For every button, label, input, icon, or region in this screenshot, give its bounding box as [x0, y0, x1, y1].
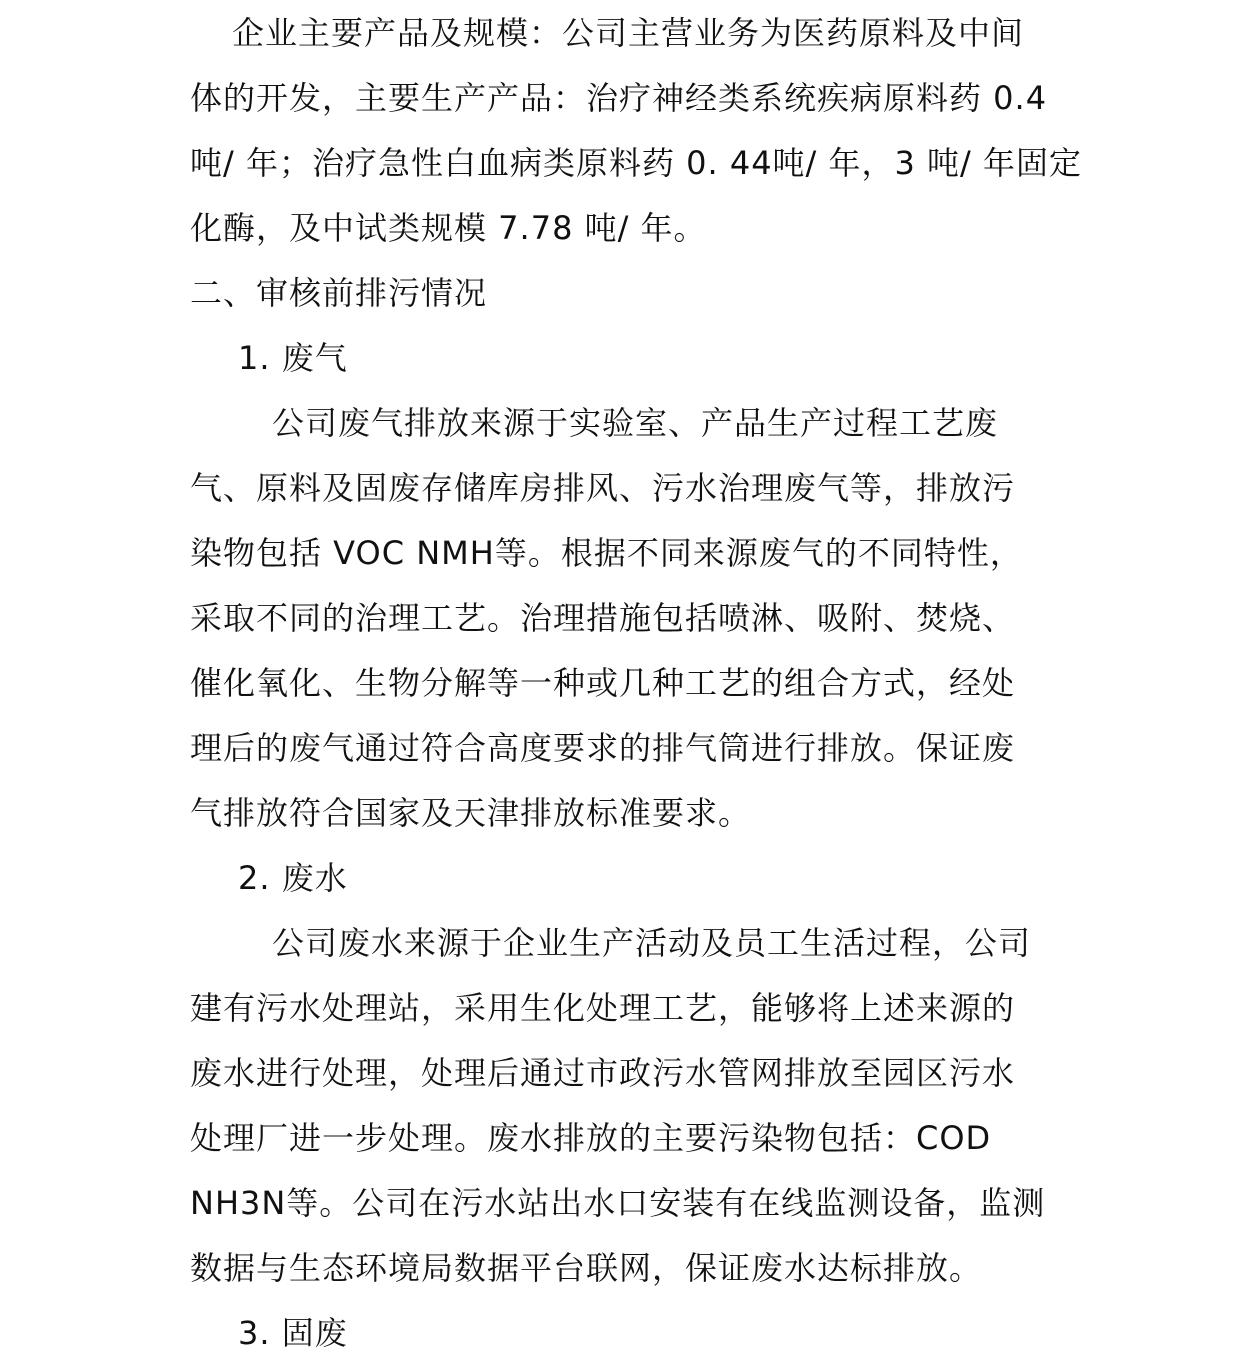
- text-line-9: 染物包括 VOC NMH等。根据不同来源废气的不同特性，: [190, 534, 1023, 572]
- text-line-11: 催化氧化、生物分解等一种或几种工艺的组合方式，经处: [190, 664, 1016, 702]
- text-line-16: 建有污水处理站，采用生化处理工艺，能够将上述来源的: [190, 989, 1016, 1027]
- section-heading-2: 二、审核前排污情况: [190, 274, 488, 312]
- text-line-12: 理后的废气通过符合高度要求的排气筒进行排放。保证废: [190, 729, 1016, 767]
- subheading-waste-water: 2. 废水: [238, 859, 348, 897]
- text-line-17: 废水进行处理，处理后通过市政污水管网排放至园区污水: [190, 1054, 1016, 1092]
- text-line-15: 公司废水来源于企业生产活动及员工生活过程，公司: [272, 924, 1032, 962]
- text-line-7: 公司废气排放来源于实验室、产品生产过程工艺废: [272, 404, 999, 442]
- text-line-3: 吨/ 年；治疗急性白血病类原料药 0. 44吨/ 年，3 吨/ 年固定: [190, 144, 1082, 182]
- text-line-4: 化酶，及中试类规模 7.78 吨/ 年。: [190, 209, 707, 247]
- text-line-19: NH3N等。公司在污水站出水口安装有在线监测设备，监测: [190, 1184, 1046, 1222]
- text-line-8: 气、原料及固废存储库房排风、污水治理废气等，排放污: [190, 469, 1016, 507]
- text-line-2: 体的开发，主要生产产品：治疗神经类系统疾病原料药 0.4: [190, 79, 1048, 117]
- text-line-13: 气排放符合国家及天津排放标准要求。: [190, 794, 752, 832]
- text-line-1: 企业主要产品及规模：公司主营业务为医药原料及中间: [232, 14, 1025, 52]
- subheading-solid-waste: 3. 固废: [238, 1314, 348, 1352]
- text-line-18: 处理厂进一步处理。废水排放的主要污染物包括：COD: [190, 1119, 992, 1157]
- subheading-waste-gas: 1. 废气: [238, 339, 348, 377]
- text-line-10: 采取不同的治理工艺。治理措施包括喷淋、吸附、焚烧、: [190, 599, 1016, 637]
- text-line-20: 数据与生态环境局数据平台联网，保证废水达标排放。: [190, 1249, 983, 1287]
